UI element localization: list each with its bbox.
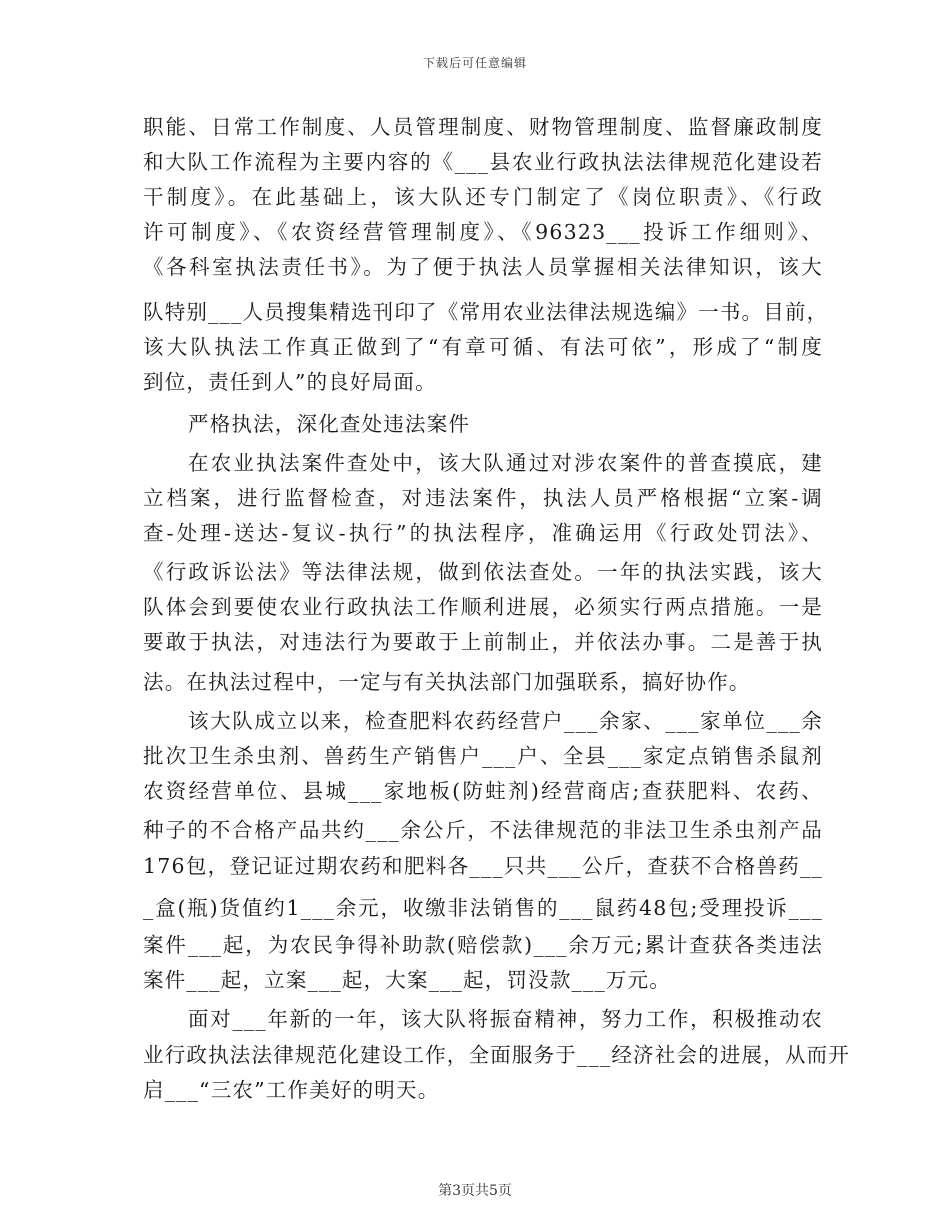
paragraph-line: 批次卫生杀虫剂、兽药生产销售户___户、全县___家定点销售杀鼠剂 bbox=[143, 744, 823, 768]
paragraph-line: 队体会到要使农业行政执法工作顺利进展，必须实行两点措施。一是 bbox=[143, 595, 823, 619]
paragraph-line: 查-处理-送达-复议-执行”的执法程序，准确运用《行政处罚法》、 bbox=[143, 521, 823, 545]
page-header: 下载后可任意编辑 bbox=[422, 56, 527, 70]
paragraph-line: 职能、日常工作制度、人员管理制度、财物管理制度、监督廉政制度 bbox=[143, 115, 823, 139]
paragraph-line: 许可制度》、《农资经营管理制度》、《96323___投诉工作细则》、 bbox=[143, 220, 823, 244]
paragraph-line: 业行政执法法律规范化建设工作，全面服务于___经济社会的进展，从而开 bbox=[143, 1043, 851, 1067]
paragraph-line: 和大队工作流程为主要内容的《___县农业行政执法法律规范化建设若 bbox=[143, 150, 823, 174]
paragraph-line: 队特别___人员搜集精选刊印了《常用农业法律法规选编》一书。目前， bbox=[143, 300, 829, 324]
paragraph-line: 面对___年新的一年，该大队将振奋精神，努力工作，积极推动农 bbox=[188, 1007, 823, 1031]
paragraph-line: _盒(瓶)货值约1___余元，收缴非法销售的___鼠药48包;受理投诉___ bbox=[143, 896, 823, 920]
paragraph-line: 案件___起，为农民争得补助款(赔偿款)___余万元;累计查获各类违法 bbox=[143, 933, 823, 957]
paragraph-line: 干制度》。在此基础上，该大队还专门制定了《岗位职责》、《行政 bbox=[143, 185, 823, 209]
paragraph-line: 农资经营单位、县城___家地板(防蛀剂)经营商店;查获肥料、农药、 bbox=[143, 779, 823, 803]
paragraph-line: 176包，登记证过期农药和肥料各___只共___公斤，查获不合格兽药__ bbox=[143, 854, 823, 878]
paragraph-line: 该大队执法工作真正做到了“有章可循、有法可依”，形成了“制度 bbox=[143, 335, 823, 359]
paragraph-line: 立档案，进行监督检查，对违法案件，执法人员严格根据“立案-调 bbox=[143, 486, 823, 510]
paragraph-line: 要敢于执法，对违法行为要敢于上前制止，并依法办事。二是善于执 bbox=[143, 630, 823, 654]
paragraph-line: 到位，责任到人”的良好局面。 bbox=[143, 370, 437, 394]
paragraph-line: 种子的不合格产品共约___余公斤，不法律规范的非法卫生杀虫剂产品 bbox=[143, 818, 823, 842]
page-footer: 第3页共5页 bbox=[438, 1183, 512, 1199]
paragraph-line: 案件___起，立案___起，大案___起，罚没款___万元。 bbox=[143, 968, 671, 992]
paragraph-line: 在农业执法案件查处中，该大队通过对涉农案件的普查摸底，建 bbox=[188, 451, 823, 475]
paragraph-line: 启___“三农”工作美好的明天。 bbox=[143, 1078, 440, 1102]
paragraph-line: 法。在执法过程中，一定与有关执法部门加强联系，搞好协作。 bbox=[143, 670, 751, 694]
paragraph-line: 该大队成立以来，检查肥料农药经营户___余家、___家单位___余 bbox=[188, 709, 823, 733]
paragraph-line: 《各科室执法责任书》。为了便于执法人员掌握相关法律知识，该大 bbox=[143, 255, 823, 279]
paragraph-line: 《行政诉讼法》等法律法规，做到依法查处。一年的执法实践，该大 bbox=[143, 560, 823, 584]
section-heading: 严格执法，深化查处违法案件 bbox=[188, 412, 471, 436]
